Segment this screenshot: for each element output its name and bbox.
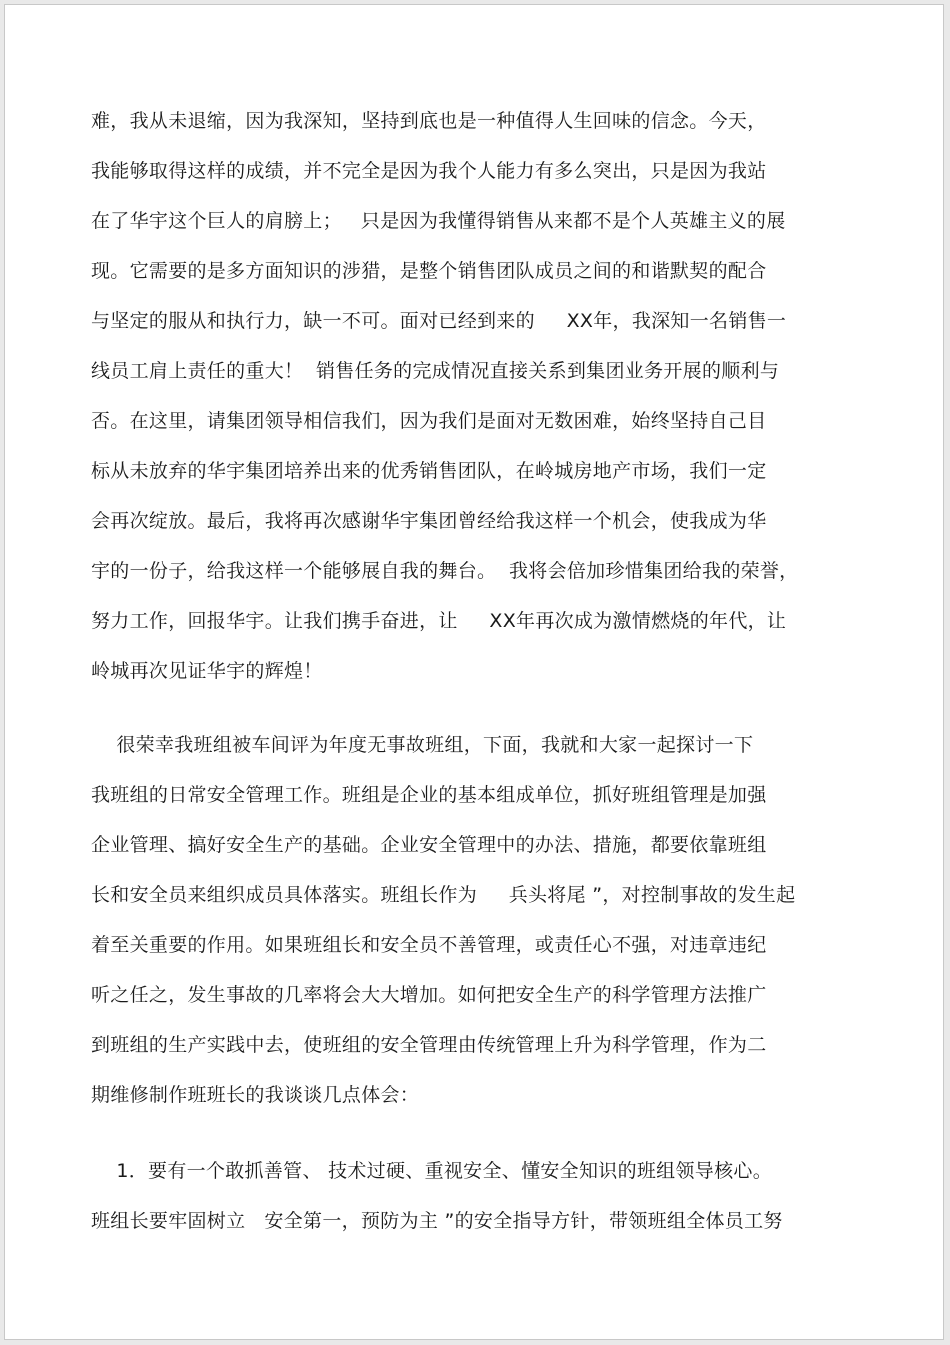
paragraph-2-line-2: 我班组的日常安全管理工作。班组是企业的基本组成单位，抓好班组管理是加强 — [91, 784, 767, 806]
paragraph-1-line-5: 与坚定的服从和执行力，缺一不可。面对已经到来的 XX年，我深知一名销售一 — [91, 310, 787, 332]
paragraph-1-line-9: 会再次绽放。最后，我将再次感谢华宇集团曾经给我这样一个机会，使我成为华 — [91, 510, 767, 532]
paragraph-1-line-12: 岭城再次见证华宇的辉煌！ — [91, 660, 323, 682]
paragraph-2-line-6: 听之任之，发生事故的几率将会大大增加。如何把安全生产的科学管理方法推广 — [91, 984, 767, 1006]
paragraph-1-line-1: 难，我从未退缩，因为我深知，坚持到底也是一种值得人生回味的信念。今天， — [91, 110, 767, 132]
paragraph-2-line-8: 期维修制作班班长的我谈谈几点体会： — [91, 1084, 420, 1106]
paragraph-1-line-11: 努力工作，回报华宇。让我们携手奋进，让 XX年再次成为激情燃烧的年代，让 — [91, 610, 787, 632]
paragraph-1-line-7: 否。在这里，请集团领导相信我们，因为我们是面对无数困难，始终坚持自己目 — [91, 410, 767, 432]
document-page — [4, 4, 944, 1340]
paragraph-2-line-4: 长和安全员来组织成员具体落实。班组长作为 兵头将尾 ”，对控制事故的发生起 — [91, 884, 796, 906]
paragraph-1-line-8: 标从未放弃的华宇集团培养出来的优秀销售团队，在岭城房地产市场，我们一定 — [91, 460, 767, 482]
paragraph-2-line-7: 到班组的生产实践中去，使班组的安全管理由传统管理上升为科学管理，作为二 — [91, 1034, 767, 1056]
paragraph-1-line-3: 在了华宇这个巨人的肩膀上； 只是因为我懂得销售从来都不是个人英雄主义的展 — [91, 210, 786, 232]
paragraph-1-line-2: 我能够取得这样的成绩，并不完全是因为我个人能力有多么突出，只是因为我站 — [91, 160, 767, 182]
paragraph-3-line-1: 1．要有一个敢抓善管、 技术过硬、重视安全、懂安全知识的班组领导核心。 — [91, 1160, 772, 1182]
paragraph-1-line-6: 线员工肩上责任的重大！ 销售任务的完成情况直接关系到集团业务开展的顺利与 — [91, 360, 780, 382]
paragraph-3-line-2: 班组长要牢固树立 安全第一，预防为主 ”的安全指导方针，带领班组全体员工努 — [91, 1210, 783, 1232]
paragraph-2-line-1: 很荣幸我班组被车间评为年度无事故班组，下面，我就和大家一起探讨一下 — [91, 734, 754, 756]
paragraph-2-line-3: 企业管理、搞好安全生产的基础。企业安全管理中的办法、措施，都要依靠班组 — [91, 834, 767, 856]
paragraph-1-line-4: 现。它需要的是多方面知识的涉猎，是整个销售团队成员之间的和谐默契的配合 — [91, 260, 767, 282]
paragraph-1-line-10: 宇的一份子，给我这样一个能够展自我的舞台。 我将会倍加珍惜集团给我的荣誉， — [91, 560, 799, 582]
paragraph-2-line-5: 着至关重要的作用。如果班组长和安全员不善管理，或责任心不强，对违章违纪 — [91, 934, 767, 956]
